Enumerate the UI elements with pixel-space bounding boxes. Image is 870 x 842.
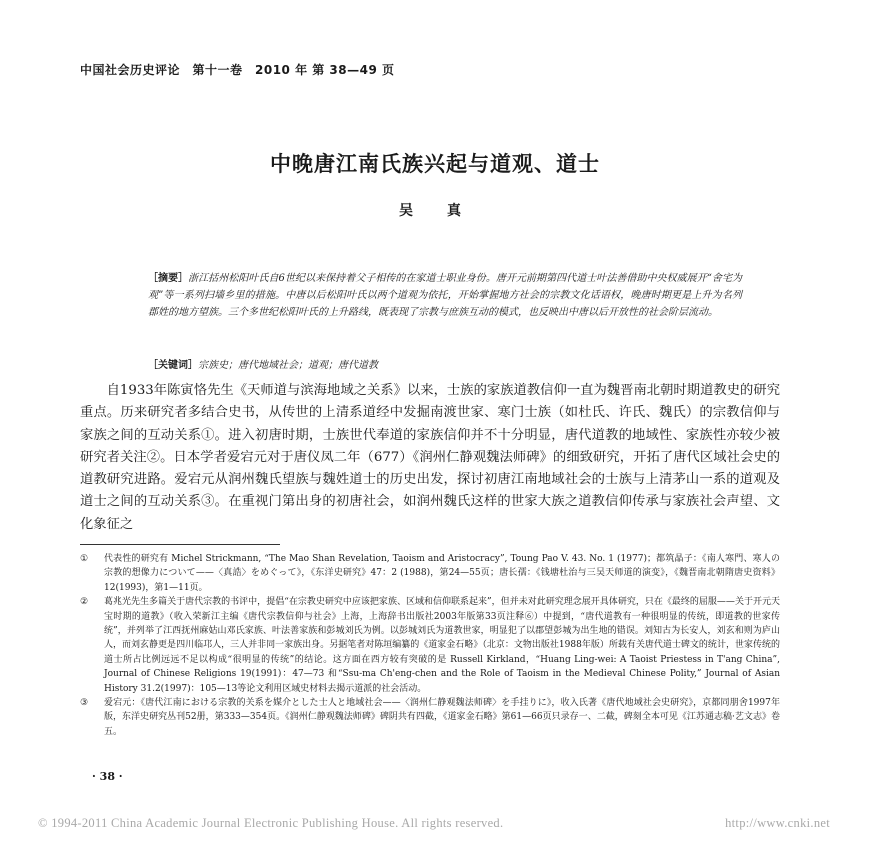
footnote-1 <box>80 552 780 595</box>
article-title: 中晚唐江南氏族兴起与道观、道士 <box>270 151 600 176</box>
publisher-url-link[interactable]: http://www.cnki.net <box>725 815 830 830</box>
footnote-divider <box>80 544 280 545</box>
abstract-text: 浙江括州松阳叶氏自6世纪以来保持着父子相传的在家道士职业身份。唐开元前期第四代道士叶法善借助中央权威展开“舍宅为观”等一系列扫墙乡里的措施。中唐以后松阳叶氏以两个道观为依托，开始掌握地方社会的宗教文化话语权，晚唐时期更是上升为名列郡姓的地方望族。三个多世纪松阳叶氏的上升路线，既表现了宗教与庶族互动的模式，也反映出中唐以后开放性的社会阶层流动。 <box>148 273 742 318</box>
footnote-3 <box>80 696 780 739</box>
abstract <box>148 270 742 321</box>
footnote-number: ① <box>80 554 89 564</box>
copyright-footer <box>0 810 870 836</box>
abstract-label: ［摘要］ <box>148 273 189 284</box>
keywords <box>148 356 742 371</box>
keywords-text: 宗族史；唐代地域社会；道观；唐代道教 <box>198 360 378 371</box>
running-head: 中国社会历史评论 第十一卷 2010 年 第 38—49 页 <box>80 63 395 77</box>
copyright-text: © 1994-2011 China Academic Journal Electronic Publishing House. All rights reserved. <box>38 815 504 830</box>
body-paragraph: 自1933年陈寅恪先生《天师道与滨海地域之关系》以来，士族的家族道教信仰一直为魏晋南北朝时期道教史的研究重点。历来研究者多结合史书，从传世的上清系道经中发掘南渡世家、寒门士族（如杜氏、许氏、魏氏）的宗教信仰与家族之间的互动关系①。进入初唐时期，士族世代奉道的家族信仰并不十分明显，唐代道教的地域性、家族性亦较少被研究者关注②。日本学者爱宕元对于唐仪凤二年（677）《润州仁静观魏法师碑》的细致研究，开拓了唐代区域社会史的道教研究进路。爱宕元从润州魏氏望族与魏姓道士的历史出发，探讨初唐江南地域社会的士族与上清茅山一系的道观及道士之间的互动关系③。在重视门第出身的初唐社会，如润州魏氏这样的世家大族之道教信仰传承与家族社会声望、文化象征之 <box>80 383 780 532</box>
page-number: · 38 · <box>92 770 123 783</box>
footnote-number: ② <box>80 597 89 608</box>
body-text <box>80 380 780 536</box>
footnote-number: ③ <box>80 698 89 709</box>
footnote-text: 代表性的研究有 Michel Strickmann, “The Mao Shan Revelation, Taoism and Aristocracy”, Toung Pao V. 43. No. 1 (1977)；都筑晶子：《南人寒門、寒人の宗教的想像力について——〈真誥〉をめぐって》，《东洋史研究》47：2 (1988)，第24—55页；唐长孺：《钱塘杜治与三吴天师道的演变》，《魏晋南北朝隋唐史资料》12(1993)，第1—11页。 <box>104 554 780 593</box>
footnotes <box>80 552 780 739</box>
footnote-2 <box>80 595 780 696</box>
keywords-label: ［关键词］ <box>148 360 198 371</box>
article-author: 吴 真 <box>399 203 471 219</box>
footnote-text: 葛兆光先生多篇关于唐代宗教的书评中，提倡“在宗教史研究中应该把家族、区域和信仰联系起来”，但并未对此研究理念展开具体研究，只在《最终的屈服——关于开元天宝时期的道教》（收入荣新江主编《唐代宗教信仰与社会》上海，上海辞书出版社2003年版第33页注释⑥）中提到，“唐代道教有一种很明显的传统，即道教的世家传统”，并列举了江西抚州麻姑山邓氏家族、叶法善家族和彭城刘氏为例。以彭城刘氏为道教世家，明显犯了以郡望彭城为出生地的错误。刘知古为长安人，刘玄和则为庐山人，而刘玄静更是四川临邛人，三人并非同一家族出身。另据笔者对陈垣编纂的《道家金石略》（北京：文物出版社1988年版）所载有关唐代道士碑文的统计，世家传统的道士所占比例远远不足以构成“很明显的传统”的结论。这方面在西方较有突破的是 Russell Kirkland，“Huang Ling-wei: A Taoist Priestess in T'ang China”, Journal of Chinese Religions 19(1991)：47—73 和“Ssu-ma Ch'eng-chen and the Role of Taoism in the Medieval Chinese Polity,” Journal of Asian History 31.2(1997)：105—13等论文利用区域史材料去揭示道派的社会活动。 <box>104 597 780 694</box>
footnote-text: 爱宕元：《唐代江南における宗教的关系を媒介とした士人と地域社会——〈润州仁静观魏法师碑〉を手挂りに》，收入氏著《唐代地域社会史研究》，京都同朋舍1997年版，东洋史研究丛刊52册，第333—354页。《润州仁静观魏法师碑》碑阴共有四截，《道家金石略》第61—66页只录存一、二截，碑刻全本可见《江苏通志稿·艺文志》卷五。 <box>104 698 780 737</box>
